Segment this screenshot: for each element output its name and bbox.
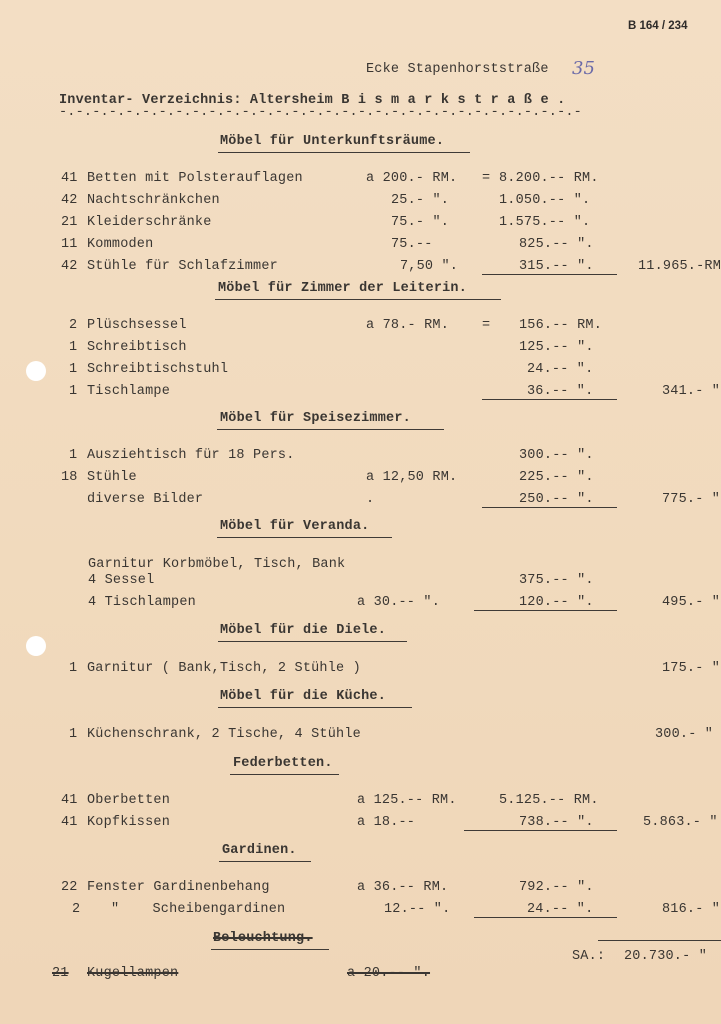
row-unit-price: a 200.- RM.	[366, 171, 458, 186]
sum-line	[482, 399, 617, 400]
section-total: 175.- "	[662, 661, 721, 676]
section-heading-veranda: Möbel für Veranda.	[220, 519, 370, 534]
row-unit-price: a 18.--	[357, 815, 416, 830]
row-amount: 24.-- ".	[527, 902, 594, 917]
row-amount: 36.-- ".	[527, 384, 594, 399]
row-qty: 41	[61, 793, 78, 808]
row-amount: 250.-- ".	[519, 492, 594, 507]
row-unit-price: a 30.-- ".	[357, 595, 441, 610]
row-qty: 1	[69, 384, 78, 399]
row-amount: 120.-- ".	[519, 595, 594, 610]
row-qty: 41	[61, 171, 78, 186]
row-unit-price: a 78.- RM.	[366, 318, 450, 333]
row-qty: 18	[61, 470, 78, 485]
row-item: diverse Bilder	[87, 492, 204, 507]
heading-underline	[218, 641, 407, 642]
handwritten-house-number: 35	[572, 58, 595, 79]
row-unit-price: a 20.-- ".	[347, 966, 431, 981]
row-item: Kleiderschränke	[87, 215, 212, 230]
row-qty: 2	[69, 318, 78, 333]
row-unit-price: 7,50 ".	[400, 259, 459, 274]
row-qty: 2	[72, 902, 81, 917]
row-item: Kopfkissen	[87, 815, 171, 830]
row-unit-price: .	[366, 492, 375, 507]
row-amount: 225.-- ".	[519, 470, 594, 485]
sum-line	[464, 830, 617, 831]
archive-reference: B 164 / 234	[628, 20, 688, 32]
row-unit-price: 75.- ".	[391, 215, 450, 230]
row-qty: 21	[52, 966, 69, 981]
row-amount: 300.-- ".	[519, 448, 594, 463]
heading-underline	[217, 429, 444, 430]
row-item: Küchenschrank, 2 Tische, 4 Stühle	[87, 727, 361, 742]
address-line: Ecke Stapenhorststraße	[366, 62, 549, 77]
sum-line	[482, 274, 617, 275]
row-qty: 21	[61, 215, 78, 230]
row-qty: 22	[61, 880, 78, 895]
section-heading-federbetten: Federbetten.	[233, 756, 333, 771]
row-item: Tischlampe	[87, 384, 171, 399]
heading-underline	[215, 299, 501, 300]
section-total: 816.- "	[662, 902, 721, 917]
row-amount: 24.-- ".	[527, 362, 594, 377]
row-item: Stühle	[87, 470, 137, 485]
subtotal-value: 20.730.- "	[624, 949, 708, 964]
heading-underline	[219, 861, 311, 862]
row-amount: 156.-- RM.	[519, 318, 603, 333]
row-item: 4 Sessel	[88, 573, 155, 588]
row-qty: 11	[61, 237, 78, 252]
row-qty: 41	[61, 815, 78, 830]
section-heading-beleuchtung: Beleuchtung.	[213, 931, 313, 946]
row-item: Garnitur ( Bank,Tisch, 2 Stühle )	[87, 661, 361, 676]
row-amount: 5.125.-- RM.	[499, 793, 599, 808]
row-unit-price: 75.--	[391, 237, 433, 252]
row-amount: 8.200.-- RM.	[499, 171, 599, 186]
row-item: " Scheibengardinen	[111, 902, 286, 917]
row-item: Garnitur Korbmöbel, Tisch, Bank	[88, 557, 346, 572]
row-amount: 125.-- ".	[519, 340, 594, 355]
section-heading-speisezimmer: Möbel für Speisezimmer.	[220, 411, 411, 426]
row-qty: 1	[69, 727, 78, 742]
row-item: Betten mit Polsterauflagen	[87, 171, 303, 186]
section-total: 341.- "	[662, 384, 721, 399]
punch-hole	[26, 361, 46, 381]
row-unit-price: a 36.-- RM.	[357, 880, 449, 895]
heading-underline	[218, 152, 470, 153]
sum-line	[482, 507, 617, 508]
row-qty: 1	[69, 448, 78, 463]
row-amount: 1.575.-- ".	[499, 215, 591, 230]
row-item: Kommoden	[87, 237, 154, 252]
row-amount: 825.-- ".	[519, 237, 594, 252]
row-item: Kugellampen	[87, 966, 179, 981]
page-title: Inventar- Verzeichnis: Altersheim B i s m a r k s t r a ß e .	[59, 93, 566, 108]
row-item: Stühle für Schlafzimmer	[87, 259, 278, 274]
row-qty: 1	[69, 661, 78, 676]
row-equals: =	[482, 318, 491, 333]
subtotal-label: SA.:	[572, 949, 606, 964]
row-amount: 375.-- ".	[519, 573, 594, 588]
row-equals: =	[482, 171, 491, 186]
section-total: 11.965.-RM	[637, 259, 721, 274]
row-amount: 738.-- ".	[519, 815, 594, 830]
row-qty: 1	[69, 340, 78, 355]
row-unit-price: 25.- ".	[391, 193, 450, 208]
section-heading-kueche: Möbel für die Küche.	[220, 689, 387, 704]
row-qty: 1	[69, 362, 78, 377]
section-heading-leiterin: Möbel für Zimmer der Leiterin.	[218, 281, 468, 296]
heading-underline	[211, 949, 329, 950]
punch-hole	[26, 636, 46, 656]
row-item: Nachtschränkchen	[87, 193, 220, 208]
row-amount: 315.-- ".	[519, 259, 594, 274]
sum-line	[474, 917, 617, 918]
section-heading-unterkunftsraeume: Möbel für Unterkunftsräume.	[220, 134, 445, 149]
sum-line	[474, 610, 617, 611]
heading-underline	[218, 707, 412, 708]
subtotal-line	[598, 940, 721, 941]
row-amount: 792.-- ".	[519, 880, 594, 895]
section-total: 495.- "	[662, 595, 721, 610]
row-item: Oberbetten	[87, 793, 171, 808]
row-unit-price: 12.-- ".	[384, 902, 451, 917]
row-item: Fenster Gardinenbehang	[87, 880, 270, 895]
row-unit-price: a 125.-- RM.	[357, 793, 457, 808]
section-total: 5.863.- "	[643, 815, 718, 830]
row-item: Ausziehtisch für 18 Pers.	[87, 448, 295, 463]
row-item: Schreibtisch	[87, 340, 187, 355]
section-total: 775.- "	[662, 492, 721, 507]
row-item: Schreibtischstuhl	[87, 362, 229, 377]
section-heading-gardinen: Gardinen.	[222, 843, 297, 858]
heading-underline	[217, 537, 392, 538]
section-total: 300.- "	[655, 727, 714, 742]
row-amount: 1.050.-- ".	[499, 193, 591, 208]
row-item: Plüschsessel	[87, 318, 187, 333]
row-item: 4 Tischlampen	[88, 595, 196, 610]
section-heading-diele: Möbel für die Diele.	[220, 623, 387, 638]
heading-underline	[230, 774, 339, 775]
title-dash-underline: -.-.-.-.-.-.-.-.-.-.-.-.-.-.-.-.-.-.-.-.-.-.-.-.-.-.-.-.-.-.-.-	[59, 105, 582, 120]
row-qty: 42	[61, 259, 78, 274]
row-qty: 42	[61, 193, 78, 208]
row-unit-price: a 12,50 RM.	[366, 470, 458, 485]
